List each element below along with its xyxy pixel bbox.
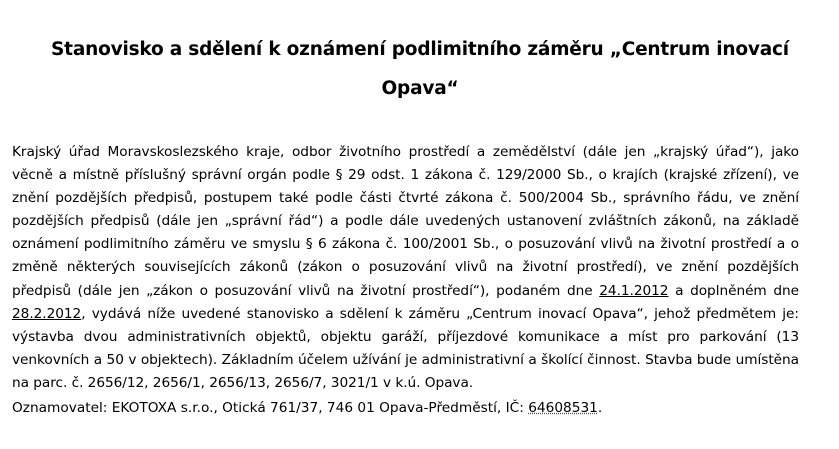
supplement-date: 28.2.2012	[12, 305, 82, 322]
oznamovatel-label: Oznamovatel:	[12, 400, 108, 416]
ico-number: 64608531	[528, 400, 598, 416]
document-title: Stanovisko a sdělení k oznámení podlimitního záměru „Centrum inovací Opava“	[51, 39, 789, 99]
paragraph-text-part1: Krajský úřad Moravskoslezského kraje, odbor životního prostředí a zemědělství (dále jen „krajský úřad“), jako věcně a místně příslušný správní orgán podle § 29 odst. 1 zákona č. 129/2000 Sb., o krajích (krajské zřízení), ve znění pozdějších předpisů, postupem také podle části čtvrté zákona č. 500/2004 Sb., správního řádu, ve znění pozdějších předpisů (dále jen „správní řád“) a podle dále uvedených ustanovení zvláštních zákonů, na základě oznámení podlimitního záměru ve smyslu § 6 zákona č. 100/2001 Sb., o posuzování vlivů na životní prostředí a o změně některých souvisejících zákonů (zákon o posuzování vlivů na životní prostředí), ve znění pozdějších předpisů (dále jen „zákon o posuzování vlivů na životní prostředí“), podaném dne	[12, 144, 799, 299]
submission-date: 24.1.2012	[599, 282, 669, 299]
oznamovatel-value: EKOTOXA s.r.o., Otická 761/37, 746 01 Opava-Předměstí, IČ:	[107, 400, 529, 416]
oznamovatel-line	[12, 397, 812, 420]
paragraph-text-part3: , vydává níže uvedené stanovisko a sdělení k záměru „Centrum inovací Opava“, jehož předmětem je: výstavba dvou administrativních objektů, objektu garáží, příjezdové komunikace a míst pro parkování (13 venkovních a 50 v objektech). Základním účelem užívání je administrativní a školící činnost. Stavba bude umístěna na parc. č. 2656/12, 2656/1, 2656/13, 2656/7, 3021/1 v k.ú. Opava.	[12, 305, 799, 391]
oznamovatel-end: .	[597, 400, 603, 416]
paragraph-text-part2: a doplněném dne	[668, 282, 799, 299]
document-paragraph	[12, 141, 799, 395]
